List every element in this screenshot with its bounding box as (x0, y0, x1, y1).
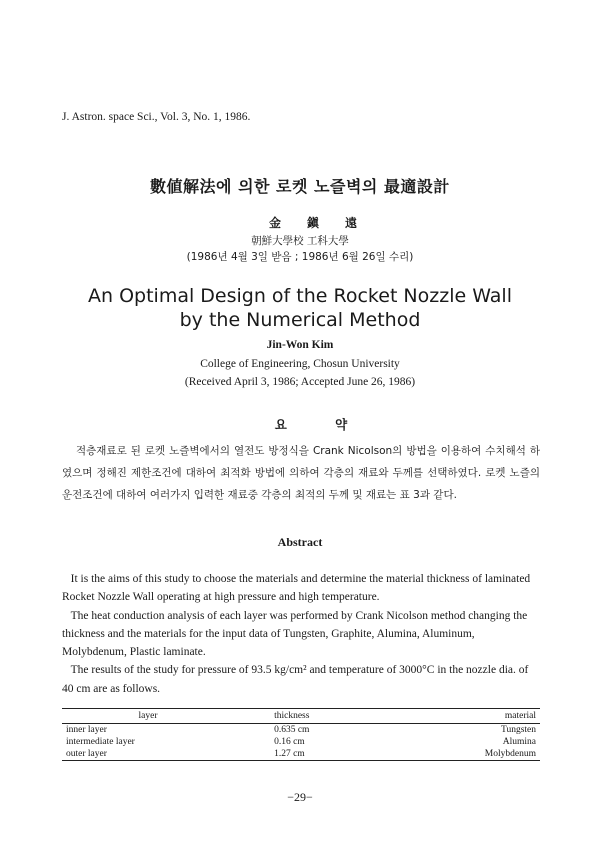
abstract-heading: Abstract (277, 535, 323, 549)
cell-material: Tungsten (500, 725, 536, 735)
abstract-paragraph: It is the aims of this study to choose the materials and determine the material thickness of laminated Rocket Nozzle Wall operating at high pressure and high temperature. (62, 573, 531, 604)
abstract-body (62, 570, 540, 698)
cell-layer: inner layer (66, 725, 107, 735)
table-header-row (62, 709, 540, 724)
english-dates: (Received April 3, 1986; Accepted June 26, 1986) (184, 376, 416, 388)
cell-thickness: 1.27 cm (234, 748, 397, 761)
korean-title: 數値解法에 의한 로켓 노즐벽의 最適設計 (150, 177, 450, 196)
table-row (62, 748, 540, 761)
results-table (62, 708, 540, 761)
column-header-layer: layer (62, 709, 234, 724)
abstract-paragraph: The results of the study for pressure of 93.5 kg/cm² and temperature of 3000°C in the nozzle dia. of 40 cm are as follows. (62, 664, 529, 695)
column-header-material: material (397, 709, 540, 724)
column-header-thickness: thickness (234, 709, 397, 724)
english-title (0, 284, 600, 332)
journal-citation: J. Astron. space Sci., Vol. 3, No. 1, 1986. (62, 111, 251, 123)
english-title-line2: by the Numerical Method (179, 309, 421, 331)
korean-dates: (1986년 4월 3일 받음 ; 1986년 6월 26일 수리) (186, 251, 414, 263)
table-row (62, 724, 540, 737)
cell-material: Molybdenum (397, 748, 540, 761)
cell-layer: intermediate layer (66, 737, 135, 747)
korean-summary-heading: 요 약 (274, 417, 370, 432)
korean-summary-text: 적층재료로 된 로켓 노즐벽에서의 열전도 방정식을 Crank Nicolson의 방법을 이용하여 수치해석 하였으며 정해진 제한조건에 대하여 최적화 방법에 의하여 각층의 재료와 두께를 선택하였다. 로켓 노즐의 운전조건에 대하여 여러가지 입력한 재료중 각층의 최적의 두께 및 재료는 표 3과 같다. (62, 445, 540, 501)
english-author: Jin-Won Kim (266, 339, 334, 351)
english-title-line1: An Optimal Design of the Rocket Nozzle Wall (88, 285, 512, 307)
cell-thickness: 0.16 cm (274, 737, 305, 747)
cell-layer: outer layer (62, 748, 234, 761)
english-affiliation: College of Engineering, Chosun University (200, 358, 400, 370)
cell-material: Alumina (502, 737, 536, 747)
abstract-paragraph: The heat conduction analysis of each layer was performed by Crank Nicolson method changing the thickness and the materials for the input data of Tungsten, Graphite, Alumina, Aluminum, Molybdenum, Plastic laminate. (62, 609, 528, 659)
korean-affiliation: 朝鮮大學校 工科大學 (251, 235, 349, 247)
page-number: −29− (287, 790, 313, 804)
korean-author: 金鎭遠 (268, 216, 383, 230)
cell-thickness: 0.635 cm (274, 725, 310, 735)
table-row (62, 736, 540, 748)
